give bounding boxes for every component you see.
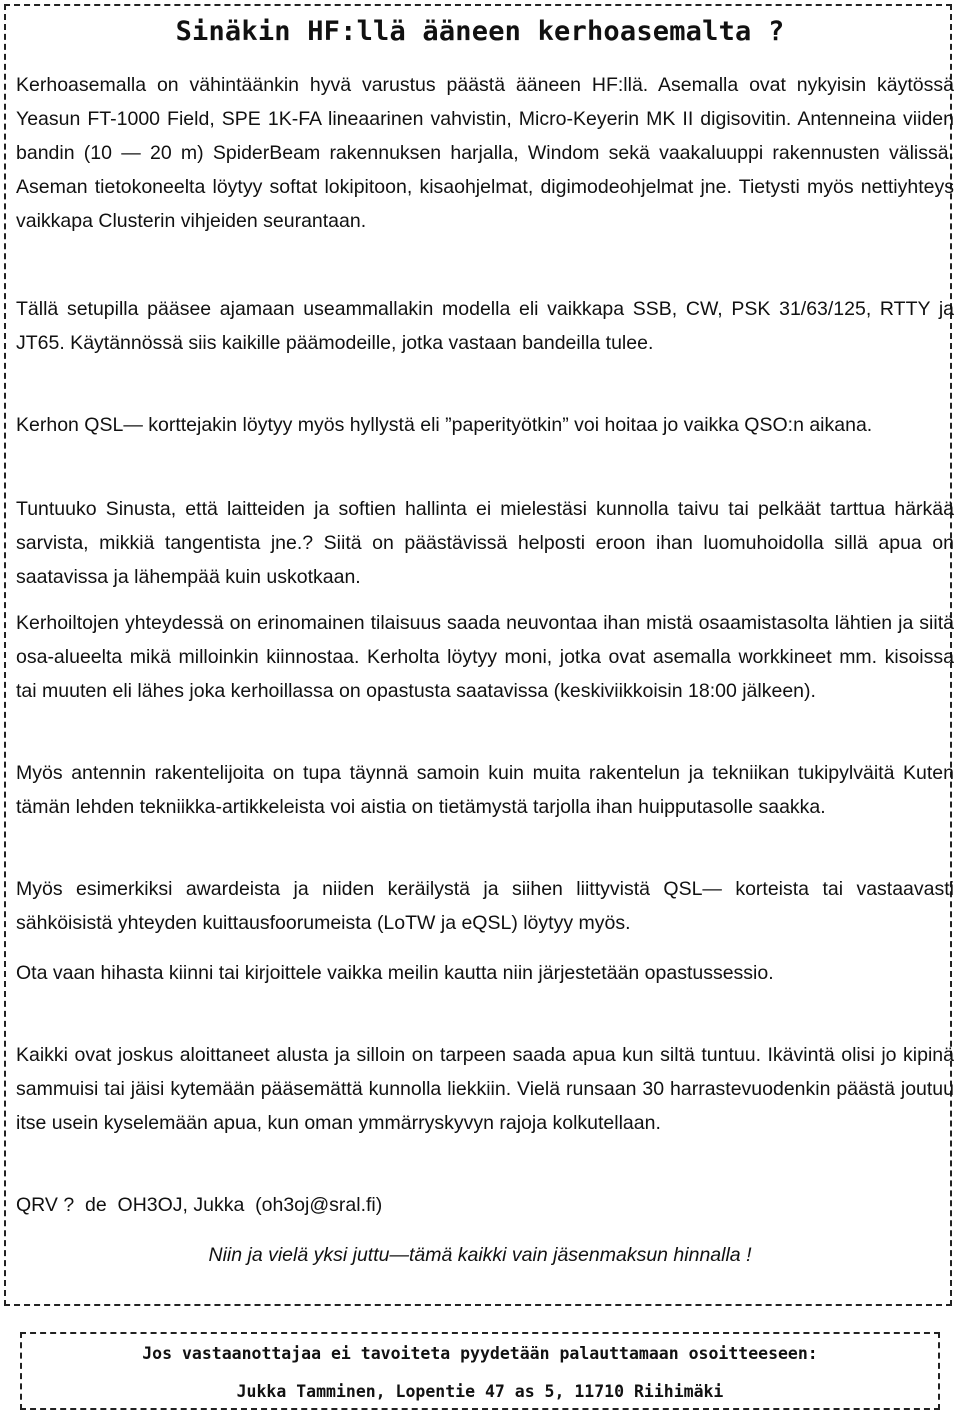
paragraph-qsl-cards: Kerhon QSL— korttejakin löytyy myös hyllystä eli ”paperityötkin” voi hoitaa jo vaikka QSO:n aikana. [16, 414, 873, 436]
paragraph-beginners: Kaikki ovat joskus aloittaneet alusta ja silloin on tarpeen saada apua kun siltä tuntuu. Ikävintä olisi jo kipinä sammuisi tai jäisi kytemään pääsemättä kunnolla liekkiin. Vielä runsaan 30 harrastevuodenkin päästä joutuu itse usein kyselemään apua, kun oman ymmärryskyvyn rajoja kolkutellaan. [16, 1044, 954, 1134]
article-box [4, 4, 952, 1306]
closing-motto: Niin ja vielä yksi juttu—tämä kaikki vain jäsenmaksun hinnalla ! [208, 1244, 752, 1266]
paragraph-club-evenings: Kerhoiltojen yhteydessä on erinomainen tilaisuus saada neuvontaa ihan mistä osaamistasolta lähtien ja siitä osa-alueelta mikä milloinkin kiinnostaa. Kerholta löytyy moni, jotka ovat asemalla workkineet mm. kisoissa tai muuten eli lähes joka kerhoillassa on opastusta saatavissa (keskiviikkoisin 18:00 jälkeen). [16, 612, 954, 702]
return-address: Jukka Tamminen, Lopentie 47 as 5, 11710 Riihimäki [236, 1382, 724, 1401]
paragraph-antenna-builders: Myös antennin rakentelijoita on tupa täynnä samoin kuin muita rakentelun ja tekniikan tukipylväitä Kuten tämän lehden tekniikka-artikkeleista voi aistia on tietämystä tarjolla ihan huipputasolle saakka. [16, 762, 954, 818]
paragraph-contact: Ota vaan hihasta kiinni tai kirjoittele vaikka meilin kautta niin järjestetään opastussessio. [16, 962, 774, 984]
paragraph-awards: Myös esimerkiksi awardeista ja niiden keräilystä ja siihen liittyvistä QSL— korteista tai vastaavasti sähköisistä yhteyden kuittausfoorumeista (LoTW ja eQSL) löytyy myös. [16, 878, 954, 934]
return-instruction: Jos vastaanottajaa ei tavoiteta pyydetään palauttamaan osoitteeseen: [142, 1344, 818, 1363]
article-title: Sinäkin HF:llä ääneen kerhoasemalta ? [175, 16, 785, 47]
paragraph-modes: Tällä setupilla pääsee ajamaan useammallakin modella eli vaikkapa SSB, CW, PSK 31/63/125, RTTY ja JT65. Käytännössä siis kaikille päämodeille, jotka vastaan bandeilla tulee. [16, 298, 954, 354]
paragraph-equipment: Kerhoasemalla on vähintäänkin hyvä varustus päästä ääneen HF:llä. Asemalla ovat nykyisin käytössä Yeasun FT-1000 Field, SPE 1K-FA lineaarinen vahvistin, Micro-Keyerin MK II digisovitin. Antenneina viiden bandin (10 — 20 m) SpiderBeam rakennuksen harjalla, Windom sekä vaakaluuppi rakennusten välissä. Aseman tietokoneelta löytyy softat lokipitoon, kisaohjelmat, digimodeohjelmat jne. Tietysti myös nettiyhteys vaikkapa Clusterin vihjeiden seurantaan. [16, 74, 954, 232]
signature: QRV ? de OH3OJ, Jukka (oh3oj@sral.fi) [16, 1194, 383, 1216]
paragraph-help: Tuntuuko Sinusta, että laitteiden ja softien hallinta ei mielestäsi kunnolla taivu tai pelkäät tarttua härkää sarvista, mikkiä tangentista jne.? Siitä on päästävissä helposti eroon ihan luomuhoidolla sillä apua on saatavissa ja lähempää kuin uskotkaan. [16, 498, 954, 588]
return-address-box [20, 1332, 940, 1410]
